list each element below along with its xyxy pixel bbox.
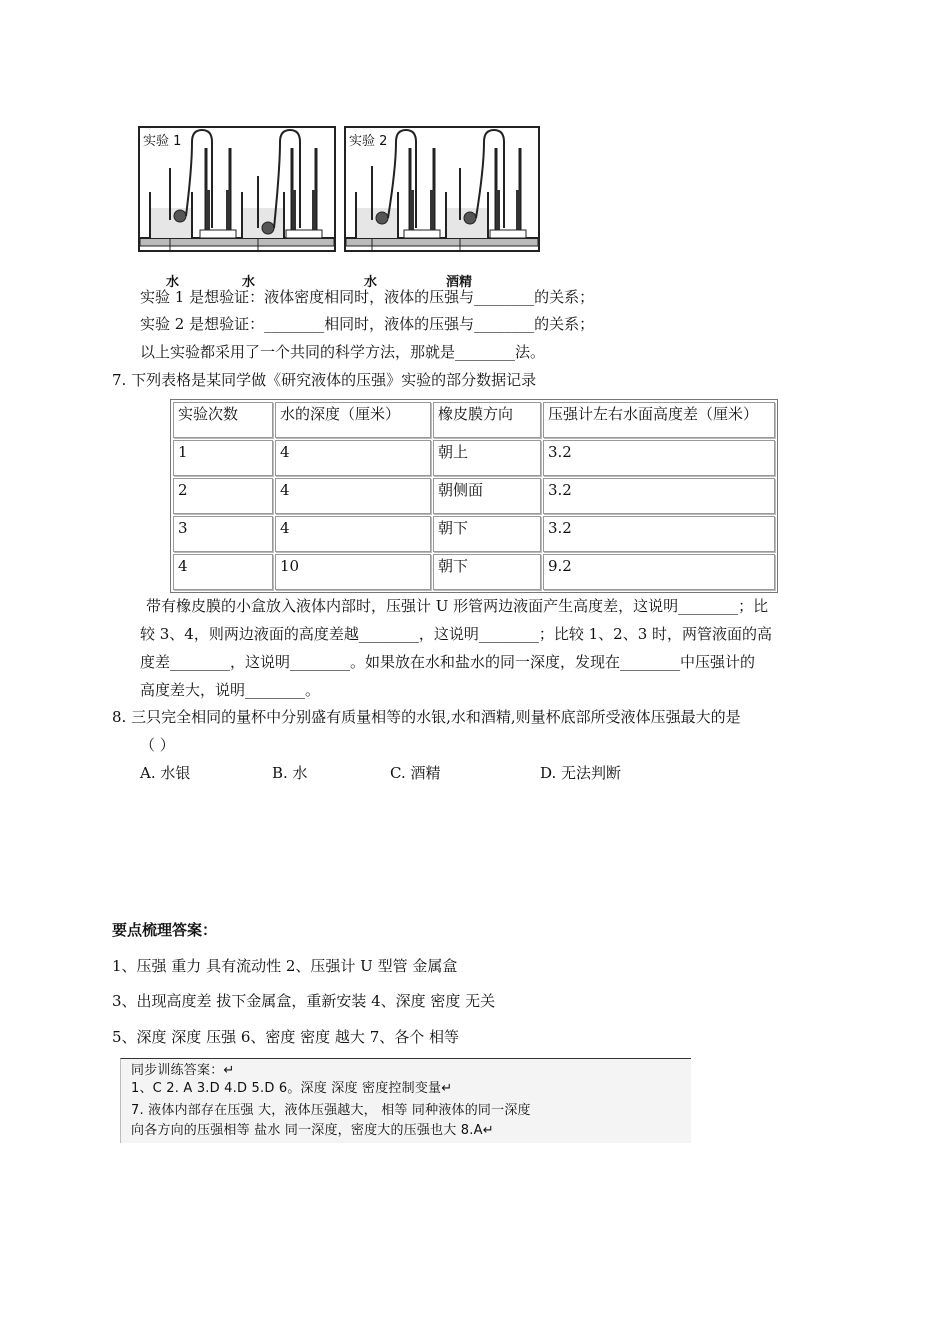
- table-header-row: [173, 402, 775, 438]
- table-cell: 朝上: [433, 440, 541, 476]
- q8-option-c: C. 酒精: [390, 764, 441, 782]
- table-cell: 朝下: [433, 516, 541, 552]
- q7-paragraph-4: 高度差大，说明________。: [140, 681, 321, 699]
- table-cell: 4: [173, 554, 273, 590]
- table-cell: 3.2: [543, 440, 775, 476]
- q7-paragraph-1: 带有橡皮膜的小盒放入液体内部时，压强计 U 形管两边液面产生高度差，这说明________；比: [146, 597, 769, 615]
- table-row: [173, 478, 775, 514]
- label-water-1: 水: [166, 275, 180, 290]
- answers-line-3: 5、深度 深度 压强 6、密度 密度 越大 7、各个 相等: [112, 1028, 460, 1046]
- experiment-2-apparatus: [346, 128, 538, 250]
- q6-line-2: 实验 2 是想验证：________相同时，液体的压强与________的关系；: [140, 315, 595, 333]
- table-cell: 10: [275, 554, 431, 590]
- sync-answers-line-3: 向各方向的压强相等 盐水 同一深度，密度大的压强也大 8.A↵: [131, 1123, 494, 1138]
- answers-heading: 要点梳理答案：: [112, 921, 218, 939]
- q8-option-d: D. 无法判断: [540, 764, 622, 782]
- experiment-1-apparatus: [140, 128, 334, 250]
- label-water-3: 水: [364, 275, 378, 290]
- table-header-cell: 实验次数: [173, 402, 273, 438]
- table-cell: 朝下: [433, 554, 541, 590]
- q8-option-b: B. 水: [272, 764, 308, 782]
- experiment-2-panel: [344, 126, 540, 252]
- table-header-cell: 水的深度（厘米）: [275, 402, 431, 438]
- q8-option-a: A. 水银: [140, 764, 191, 782]
- table-header-cell: 压强计左右水面高度差（厘米）: [543, 402, 775, 438]
- table-cell: 3.2: [543, 478, 775, 514]
- table-row: [173, 554, 775, 590]
- table-cell: 2: [173, 478, 273, 514]
- q7-paragraph-2: 较 3、4，则两边液面的高度差越________，这说明________；比较 1、2、3 时，两管液面的高: [140, 625, 773, 643]
- table-cell: 朝侧面: [433, 478, 541, 514]
- q6-line-3: 以上实验都采用了一个共同的科学方法，那就是________法。: [140, 343, 546, 361]
- q7-paragraph-3: 度差________，这说明________。如果放在水和盐水的同一深度，发现在________中压强计的: [140, 653, 756, 671]
- table-cell: 9.2: [543, 554, 775, 590]
- q6-line-1: 实验 1 是想验证：液体密度相同时，液体的压强与________的关系；: [140, 288, 595, 306]
- q7-data-table: [170, 399, 778, 593]
- sync-answers-line-2: 7. 液体内部存在压强 大，液体压强越大， 相等 同种液体的同一深度: [131, 1103, 531, 1118]
- table-cell: 4: [275, 478, 431, 514]
- label-alcohol: 酒精: [446, 275, 473, 290]
- table-cell: 3.2: [543, 516, 775, 552]
- answers-line-2: 3、出现高度差 拔下金属盒，重新安装 4、深度 密度 无关: [112, 992, 496, 1010]
- q8-stem: 8. 三只完全相同的量杯中分别盛有质量相等的水银,水和酒精,则量杯底部所受液体压强最大的是: [112, 708, 741, 726]
- table-cell: 3: [173, 516, 273, 552]
- experiment-1-panel: [138, 126, 336, 252]
- table-cell: 4: [275, 516, 431, 552]
- q8-answer-blank: （ ）: [140, 736, 175, 754]
- answers-line-1: 1、压强 重力 具有流动性 2、压强计 U 型管 金属盒: [112, 957, 458, 975]
- label-water-2: 水: [242, 275, 256, 290]
- table-header-cell: 橡皮膜方向: [433, 402, 541, 438]
- table-row: [173, 440, 775, 476]
- sync-answers-box: [120, 1058, 691, 1143]
- sync-answers-line-1: 1、C 2. A 3.D 4.D 5.D 6。深度 深度 密度控制变量↵: [131, 1081, 453, 1096]
- table-cell: 1: [173, 440, 273, 476]
- table-cell: 4: [275, 440, 431, 476]
- sync-answers-heading: 同步训练答案：↵: [131, 1063, 235, 1078]
- experiment-2-title: 实验 2: [349, 134, 388, 149]
- q7-title: 7. 下列表格是某同学做《研究液体的压强》实验的部分数据记录: [112, 371, 537, 389]
- experiment-1-title: 实验 1: [143, 134, 182, 149]
- table-row: [173, 516, 775, 552]
